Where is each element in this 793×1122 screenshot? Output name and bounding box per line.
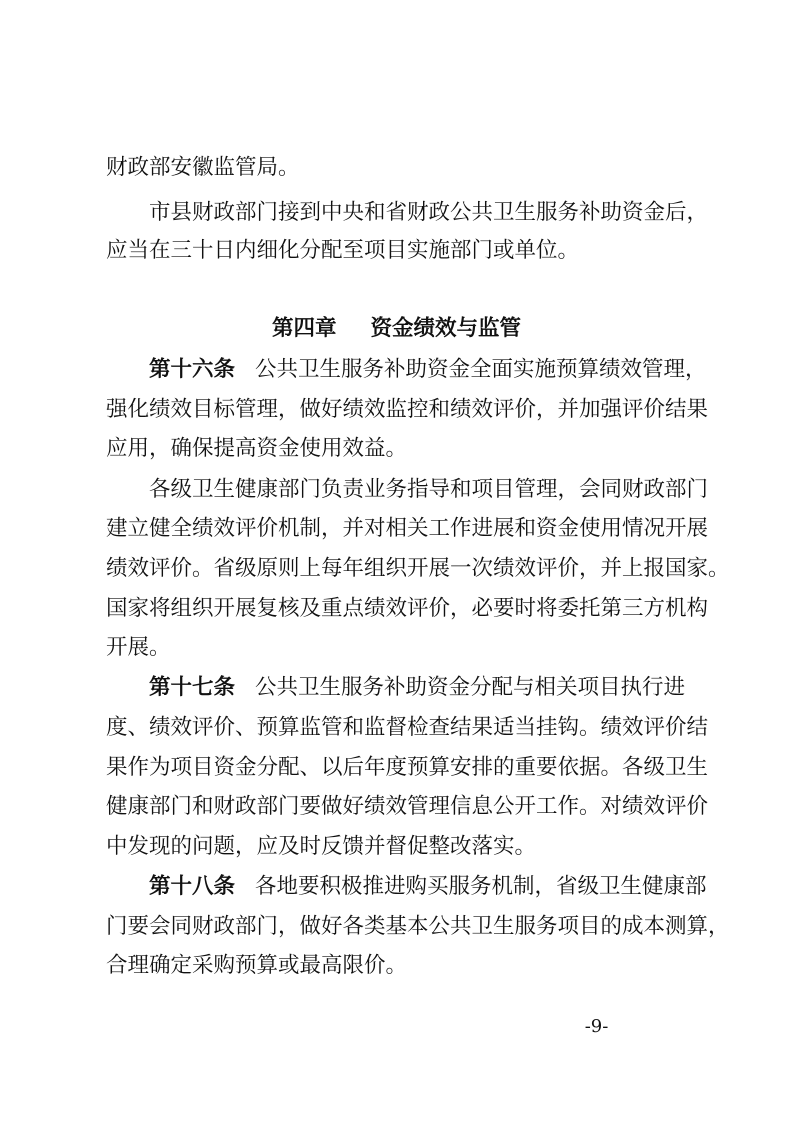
article-text: 公共卫生服务补助资金分配与相关项目执行进 [255,675,686,700]
article-16 [0,355,793,385]
chapter-heading [0,314,793,344]
article-text: 公共卫生服务补助资金全面实施预算绩效管理， [255,357,707,382]
paragraph-line: 建立健全绩效评价机制，并对相关工作进展和资金使用情况开展 [106,516,709,541]
paragraph-line: 绩效评价。省级原则上每年组织开展一次绩效评价，并上报国家。 [106,556,730,581]
paragraph-line: 度、绩效评价、预算监管和监督检查结果适当挂钩。绩效评价结 [106,715,709,740]
paragraph-line: 中发现的问题，应及时反馈并督促整改落实。 [106,834,537,859]
paragraph-line: 应用，确保提高资金使用效益。 [106,436,408,461]
paragraph-line: 开展。 [106,635,171,660]
paragraph-line: 市县财政部门接到中央和省财政公共卫生服务补助资金后， [149,200,709,225]
article-label: 第十七条 [149,675,236,700]
chapter-number: 第四章 [271,316,337,341]
paragraph-line: 果作为项目资金分配、以后年度预算安排的重要依据。各级卫生 [106,755,709,780]
paragraph-line: 门要会同财政部门，做好各类基本公共卫生服务项目的成本测算， [106,914,730,939]
paragraph-line: 强化绩效目标管理，做好绩效监控和绩效评价，并加强评价结果 [106,397,709,422]
article-17 [0,673,793,703]
article-18 [0,872,793,902]
paragraph-line: 应当在三十日内细化分配至项目实施部门或单位。 [106,238,580,263]
paragraph-line: 合理确定采购预算或最高限价。 [106,953,408,978]
chapter-title: 资金绩效与监管 [370,316,522,341]
article-label: 第十八条 [149,874,236,899]
article-text: 各地要积极推进购买服务机制，省级卫生健康部 [255,874,707,899]
article-label: 第十六条 [149,357,236,382]
paragraph-line: 国家将组织开展复核及重点绩效评价，必要时将委托第三方机构 [106,596,709,621]
paragraph-line: 财政部安徽监管局。 [106,155,300,180]
paragraph-line: 健康部门和财政部门要做好绩效管理信息公开工作。对绩效评价 [106,794,709,819]
paragraph-line: 各级卫生健康部门负责业务指导和项目管理，会同财政部门 [149,477,709,502]
page-number: -9- [584,1016,609,1037]
